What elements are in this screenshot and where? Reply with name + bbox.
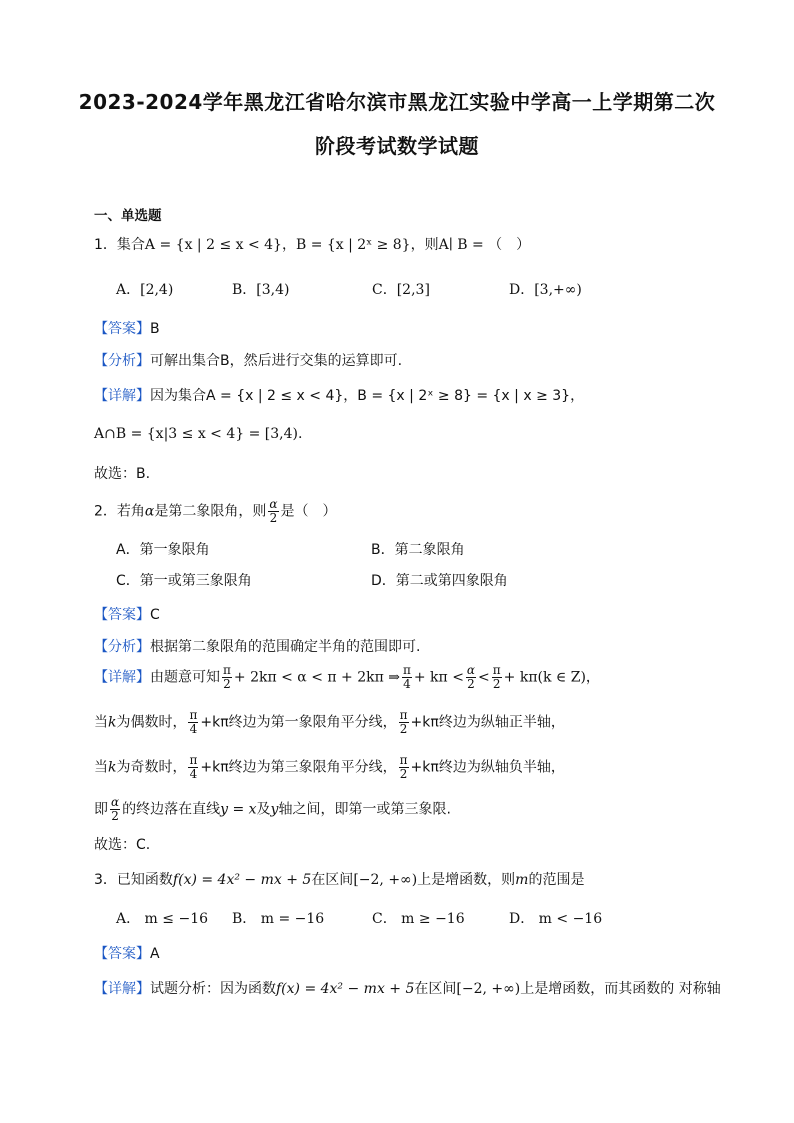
- q3-option-b[interactable]: B． m = −16: [232, 911, 325, 927]
- detail-tag: 【详解】: [94, 669, 150, 686]
- q2-choice: 故选：C.: [94, 837, 151, 853]
- analysis-tag: 【分析】: [94, 639, 150, 655]
- q3-option-a[interactable]: A． m ≤ −16: [116, 911, 209, 927]
- fraction: $\frac{\pi}{2}$: [399, 753, 408, 781]
- fraction: $\frac{\alpha}{2}$: [466, 663, 476, 691]
- q3-detail: 【详解】试题分析：因为函数f(x) = 4x² − mx + 5在区间[−2, +∞)上是增函数，而其函数的 对称轴: [94, 981, 721, 997]
- question-number: 1．: [94, 237, 117, 253]
- q3-option-d[interactable]: D． m < −16: [509, 911, 603, 927]
- set-b: B = {x | 2ˣ ≥ 8}: [295, 237, 411, 253]
- answer-tag: 【答案】: [94, 607, 150, 623]
- q1-choice: 故选：B.: [94, 466, 151, 482]
- question-3-stem: 3．已知函数f(x) = 4x² − mx + 5在区间[−2, +∞)上是增函数，则m的范围是: [94, 872, 585, 888]
- question-number: 3．: [94, 872, 117, 888]
- q1-detail-1: 【详解】因为集合A = {x | 2 ≤ x < 4}，B = {x | 2ˣ ≥ 8} = {x | x ≥ 3}，: [94, 388, 585, 404]
- section-heading: 一、单选题: [94, 208, 162, 224]
- analysis-tag: 【分析】: [94, 353, 150, 369]
- question-2-stem: 2．若角α是第二象限角，则 $\frac{\alpha}{2}$ 是（ ）: [94, 497, 337, 525]
- q1-answer: 【答案】B: [94, 321, 160, 337]
- q2-detail-2: 当k为偶数时， $\frac{\pi}{4}$ +kπ终边为第一象限角平分线， $\frac{\pi}{2}$ +kπ终边为纵轴正半轴，: [94, 708, 565, 736]
- answer-tag: 【答案】: [94, 946, 150, 962]
- set-a: A = {x | 2 ≤ x < 4}: [144, 237, 282, 253]
- fraction: $\frac{\alpha}{2}$: [111, 795, 120, 823]
- document-title-line1: 2023-2024学年黑龙江省哈尔滨市黑龙江实验中学高一上学期第二次: [78, 90, 716, 114]
- q2-detail-4: 即 $\frac{\alpha}{2}$ 的终边落在直线y = x及y轴之间，即第一或第三象限.: [94, 795, 451, 823]
- document-title-line2: 阶段考试数学试题: [315, 134, 479, 158]
- fraction: $\frac{\pi}{4}$: [402, 663, 411, 691]
- q1-option-b[interactable]: B．[3,4): [232, 282, 290, 298]
- q1-option-a[interactable]: A．[2,4): [116, 282, 174, 298]
- fraction: $\frac{\alpha}{2}$: [269, 497, 278, 525]
- q2-analysis: 【分析】根据第二象限角的范围确定半角的范围即可.: [94, 639, 421, 655]
- fraction: $\frac{\pi}{4}$: [189, 708, 198, 736]
- q2-detail-3: 当k为奇数时， $\frac{\pi}{4}$ +kπ终边为第三象限角平分线， $\frac{\pi}{2}$ +kπ终边为纵轴负半轴，: [94, 753, 565, 781]
- q2-option-c[interactable]: C．第一或第三象限角: [116, 573, 252, 589]
- q1-option-d[interactable]: D．[3,+∞): [509, 282, 582, 298]
- q1-detail-2: A∩B = {x|3 ≤ x < 4} = [3,4).: [94, 426, 303, 442]
- fraction: $\frac{\pi}{2}$: [399, 708, 408, 736]
- q2-detail-1: 【详解】由题意可知 $\frac{\pi}{2}$ + 2kπ < α < π + 2kπ ⇒ $\frac{\pi}{4}$ + kπ < $\frac{\alpha}{2}$ < $\frac{\pi}{2}$ + kπ(k ∈ Z)，: [94, 663, 600, 691]
- function: f(x) = 4x² − mx + 5: [172, 872, 312, 888]
- q2-answer: 【答案】C: [94, 607, 160, 623]
- question-1-stem: 1．集合A = {x | 2 ≤ x < 4}，B = {x | 2ˣ ≥ 8}，则A∣ B = （ ）: [94, 237, 531, 253]
- q2-option-d[interactable]: D．第二或第四象限角: [371, 573, 508, 589]
- fraction: $\frac{\pi}{2}$: [223, 663, 231, 691]
- q3-option-c[interactable]: C． m ≥ −16: [372, 911, 465, 927]
- answer-tag: 【答案】: [94, 321, 150, 337]
- q1-option-c[interactable]: C．[2,3]: [372, 282, 430, 298]
- q3-answer: 【答案】A: [94, 946, 160, 962]
- fraction: $\frac{\pi}{2}$: [492, 663, 501, 691]
- fraction: $\frac{\pi}{4}$: [189, 753, 198, 781]
- q1-analysis: 【分析】可解出集合B，然后进行交集的运算即可.: [94, 353, 403, 369]
- detail-tag: 【详解】: [94, 388, 150, 404]
- question-number: 2．: [94, 503, 117, 520]
- detail-tag: 【详解】: [94, 981, 150, 997]
- q2-option-b[interactable]: B．第二象限角: [371, 542, 465, 558]
- q2-option-a[interactable]: A．第一象限角: [116, 542, 210, 558]
- expression: A∣ B =: [438, 237, 489, 253]
